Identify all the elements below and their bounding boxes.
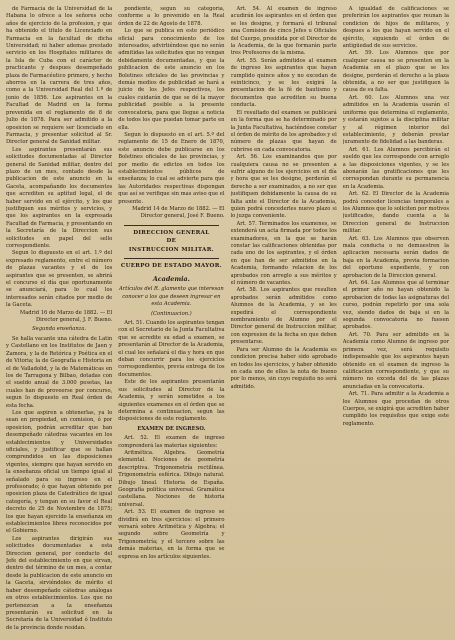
paragraph: Art. 56. Los examinandos que por cualquiera causa no se presenten a sufrir alguno de los ejercicios en el día y hora que se les designe, perderán el derecho a ser examinados, a no ser que justifiquen debidamente la causa de su falta ante el Director de la Academia, quien podrá concederles nuevo plazo si lo juzga conveniente. bbox=[230, 154, 337, 220]
column-3 bbox=[231, 6, 337, 636]
paragraph: Segun lo dispuesto en el art. 1.º del expresado reglamento, entre el número de plazas vacantes y el de los aspirantes que se presenten, se abrirá el concurso el día que oportunamente se anunciará, para lo cual los interesados serán citados por medio de la Gaceta. bbox=[6, 250, 113, 309]
paragraph: Art. 61. Los Alumnos percibirán el sueldo que les corresponde con arreglo a las disposiciones vigentes, y se les abonarán las gratificaciones que les correspondan durante su permanencia en la Academia. bbox=[342, 146, 449, 190]
paragraph: Este de los aspirantes presentarán sus solicitudes al Director de la Academia, y serán sometidos a los siguientes examenes en el órden que se determina a continuacion, segun las disposiciones de este reglamento. bbox=[118, 379, 225, 423]
paragraph: Art. 54. Al examen de ingreso acudirán los aspirantes en el órden que se les designe, y formará el tribunal una Comision de cinco Jefes u Oficiales del Cuerpo, presidida por el Director de la Academia, de la que formarán parte tres Profesores de la misma. bbox=[230, 6, 337, 57]
paragraph: Art. 59. Los Alumnos que por cualquier causa no se presenten en la Academia en el plazo que se les designe, perderán el derecho a la plaza obtenida, a no ser que justifiquen la causa de su falta. bbox=[342, 50, 449, 94]
section-subheading: Artículos del R. glamento que interesan conocer a los que deseen ingresar en esta Academia. bbox=[119, 286, 224, 308]
column-1 bbox=[6, 6, 112, 636]
signature-line: Madrid 16 de Marzo de 1882. — El Director general, J. F. Bueno. bbox=[19, 309, 113, 324]
paragraph: Lo que se publica en este periódico oficial para conocimiento de los interesados, advirtiéndose que no serán admitidas las solicitudes que no vengan debidamente documentadas, y que la publicacion de este anuncio en los Boletines oficiales de las provincias y demás medios de publicidad se hará a juicio de los Jefes respectivos, los cuales cuidarán de que se dé la mayor publicidad posible a la presente convocatoria, para que llegue a noticia de todos los que puedan tomar parte en ella. bbox=[118, 28, 225, 131]
paragraph: pondiente, segun su categoría, conforme a lo prevenido en la Real órden de 22 de Agosto de 1878. bbox=[118, 6, 225, 27]
section-heading: CUERPO DE ESTADO MAYOR. bbox=[120, 263, 222, 269]
paragraph: Los aspirantes presentarán sus solicitudes documentadas al Director general de Sanidad militar, dentro del plazo de un mes, contado desde la publicacion de este anuncio en la Gaceta, acompañando los documentos que acrediten su aptitud legal, el de haber servido en el ejército, y los que justifiquen sus méritos y servicios, y que los aspirantes en la expresada Facultad de Farmacia, y presentando en la Secretaría de la Direccion sus solicitudes en papel del sello correspondiente. bbox=[6, 146, 113, 249]
paragraph: Art. 63. Los Alumnos que observen mala conducta o no demuestren la aplicacion necesaria serán dados de baja en la Academia, previa formacion del oportuno expediente, y con aprobacion de la Direccion general. bbox=[342, 235, 449, 279]
paragraph: Art. 53. El examen de ingreso se dividirá en tres ejercicios: el primero versará sobre Aritmética y Algebra; el segundo sobre Geometría y Trigonometría; y el tercero sobre las demás materias, en la forma que se expresa en los artículos siguientes. bbox=[118, 509, 225, 560]
column-container bbox=[6, 6, 449, 636]
paragraph: Art. 71. Para admitir a la Academia a los Alumnos que procedan de otros Cuerpos, se exigirá que acrediten haber cumplido los requisitos que exige este reglamento. bbox=[342, 391, 449, 427]
signature-line: Madrid 14 de Marzo de 1882. — El Director general, José F. Bueno. bbox=[132, 205, 225, 220]
section-subheading: (Continuacion.) bbox=[151, 310, 192, 317]
paragraph: Para ser Alumno de la Academia es condicion precisa haber sido aprobado en todos los ejercicios, y haber obtenido en cada uno de ellos la nota de bueno por lo menos, sin cuyo requisito no será admitido. bbox=[230, 346, 337, 390]
paragraph: Art. 70. Para ser admitido en la Academia como Alumno de ingreso por primera vez, será requisito indispensable que los aspirantes hayan obtenido en el examen de ingreso la calificacion correspondiente, y que su número no exceda del de las plazas anunciadas en la convocatoria. bbox=[342, 331, 449, 390]
section-heading: INSTRUCCION MILITAR. bbox=[128, 246, 214, 253]
section-divider bbox=[124, 258, 218, 259]
paragraph: Aritmética. Algebra. Geometría elemental. Nociones de geometría descriptiva. Trigonometría rectilínea. Trigonometría esférica. Dibujo natural. Dibujo lineal. Historia de España. Geografía política universal. Gramática castellana. Nociones de historia universal. bbox=[118, 449, 225, 508]
paragraph: Art. 60. Los Alumnos una vez admitidos en la Academia usarán el uniforme que determina el reglamento, y estarán sujetos a la disciplina militar y al régimen interior del establecimiento, y deberán prestar juramento de fidelidad a las banderas. bbox=[342, 94, 449, 146]
paragraph: Art. 52. El examen de ingreso comprenderá las materias siguientes: bbox=[118, 435, 225, 449]
paragraph: El resultado del examen se publicará en la forma que se ha determinado por la Junta Facultativa, haciéndose constar el órden de mérito de los aprobados y el número de plazas que hayan de cubrirse en cada convocatoria. bbox=[230, 109, 337, 153]
paragraph: Art. 58. Los aspirantes que resulten aprobados serán admitidos como Alumnos de la Academia, y se les expedirá el correspondiente nombramiento de Alumno por el Director general de Instruccion militar, con expresion de la fecha en que deben presentarse. bbox=[230, 287, 337, 346]
section-divider bbox=[124, 225, 218, 226]
paragraph: Art. 55. Serán admitidos al examen de ingreso los aspirantes que hayan cumplido quince años y no excedan de veinticinco, y se les exigirá la presentacion de la fé de bautismo y documentos que acrediten su buena conducta. bbox=[230, 57, 337, 109]
section-subheading: Segunda enseñanza. bbox=[32, 326, 87, 333]
paragraph: Art. 57. Terminados los examenes, se extenderá un acta firmada por todos los examinadores, en la que se harán constar las calificaciones obtenidas por cada uno de los aspirantes, y el órden en que han de ser admitidos en la Academia, formando relacion de los aprobados con arreglo a sus méritos y el número de vacantes. bbox=[230, 220, 337, 287]
column-4 bbox=[343, 6, 449, 636]
paragraph: Se halla vacante una cátedra de Latin y Castellano en los Institutos de Jaen y Zamora, y la de Retórica y Poética en el de Vitoria; la de Geografía e Historia en el de Valladolid, y la de Matemáticas en los de Tarragona y Bilbao, dotadas con el sueldo anual de 3.000 pesetas, las cuales han de proveerse por concurso, segun lo dispuesto en Real órden de esta fecha. bbox=[6, 335, 113, 409]
section-heading: DIRECCION GENERAL bbox=[133, 229, 210, 236]
paragraph: Art. 64. Los Alumnos que al terminar el primer año no hayan obtenido la aprobacion de todas las asignaturas del curso, podrán repetirlo por una sola vez, siendo dados de baja si en la segunda convocatoria no fuesen aprobados. bbox=[342, 280, 449, 331]
paragraph: de Farmacia de la Universidad de la Habana lo ofrece a los señores ocho años de ejercicio de la profesion, y que ha obtenido el titulo de Licenciado en Farmacia en la facultad de dicha Universidad; ni haber ademas prestado servicio en los Hospitales militares de la Isla de Cuba con el carácter de practicante y despues desempeñado plaza de Farmacéutico primero, y hecho ahorros en la carrera de tres años, como a la Universidad Real del 1.º de junio de 1856. Los aspirantes en la Facultad de Madrid en la forma prevenida en el reglamento de 8 de Julio de 1878. Para ser admitido a la oposicion se requiere ser licenciado en Farmacia, y presentar solicitud al Sr. Director general de Sanidad militar. bbox=[6, 6, 113, 146]
paragraph: Los que aspiren a obtenerlas, ya lo sean en propiedad, en comision, ó por oposicion, podrán acreditar que han desempeñado cátedras vacantes en los establecimientos y Universidades oficiales, y justificar que se hallan comprendidos en las disposiciones vigentes, siempre que hayan servido en la enseñanza oficial un tiempo igual al señalado para su ingreso en el profesorado; ó que hayan obtenido por oposicion plaza de Catedrático de igual categoría, y tengan en su favor el Real decreto de 25 de Noviembre de 1875; los que hayan ejercido la enseñanza en establecimientos libres reconocidos por el Gobierno. bbox=[6, 409, 113, 535]
column-2 bbox=[118, 6, 224, 636]
paragraph: Los aspirantes dirigirán sus solicitudes documentadas a esta Direccion general, por conducto del Jefe del establecimiento en que sirvan, dentro del término de un mes, a contar desde la publicacion de este anuncio en la Gaceta, sirviéndoles de mérito el haber desempeñado cátedras análogas en otros establecimientos. Los que no pertenezcan a la enseñanza presentarán su solicitud en la Secretaría de la Universidad ó Instituto de la provincia donde residan. bbox=[6, 535, 113, 631]
paragraph: A igualdad de calificaciones se preferirán los aspirantes que reunan la condicion de hijos de militares, y despues a los que hayan servido en el ejército, siguiendo el órden de antigüedad de sus servicios. bbox=[342, 6, 449, 50]
paragraph: Art. 51. Cuando los aspirantes tengan con el Secretario de la Junta Facultativa que se acredite su edad a examen, se presentarán al Director de la Academia, el cual les señalará el dia y hora en que deban concurrir para los ejercicios correspondientes, previa entrega de los documentos. bbox=[118, 320, 225, 378]
exam-heading: EXAMEN DE INGRESO. bbox=[137, 425, 206, 432]
paragraph: Segun lo dispuesto en el art. 5.º del reglamento de 15 de Enero de 1870, este anuncio debe publicarse en los Boletines oficiales de las provincias, y por medio de edictos en todos los establecimientos públicos de enseñanza; lo cual se advierte para que las Autoridades respectivas dispongan que así se verifique sin mas aviso que el presente. bbox=[118, 131, 225, 205]
section-heading: DE bbox=[166, 238, 177, 245]
paragraph: Art. 62. El Director de la Academia podrá conceder licencias temporales a los Alumnos que lo soliciten por motivos justificados, dando cuenta a la Direccion general de Instruccion militar. bbox=[342, 191, 449, 235]
section-title: Academia. bbox=[152, 275, 190, 284]
